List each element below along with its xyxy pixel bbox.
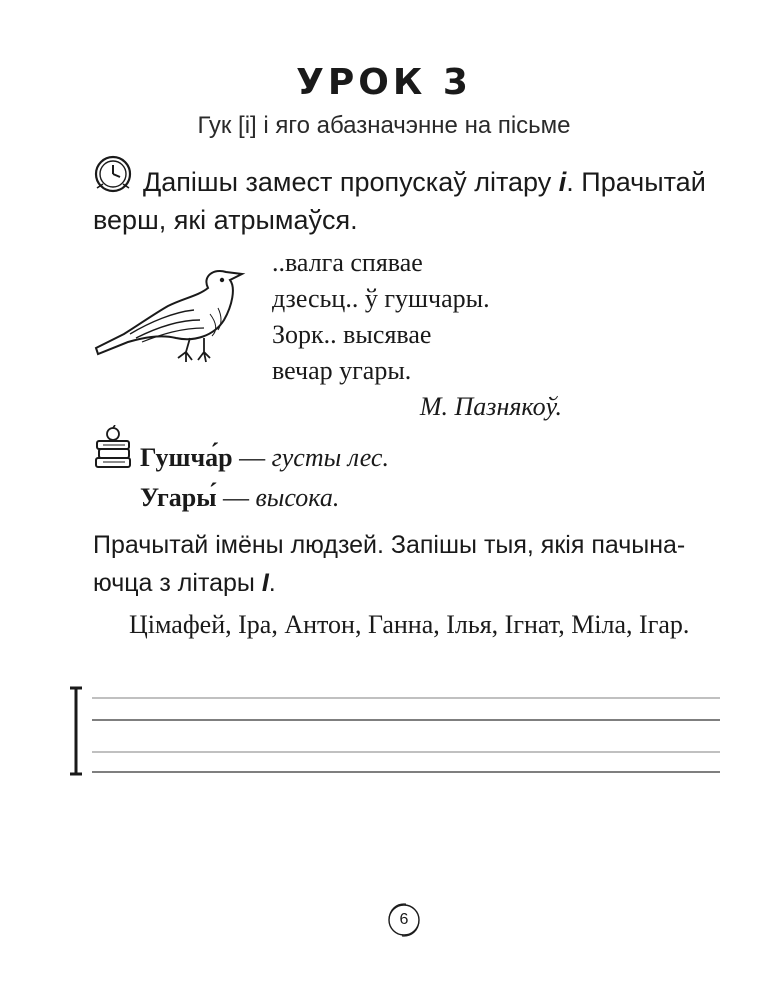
glossary-word: Угары́ [140, 483, 217, 512]
task-2-text: Прачытай імёны людзей. Запішы тыя, якія пачына-ючца з літары [93, 531, 686, 597]
poem-line: Зорк.. высявае [272, 320, 432, 349]
task-1-text-end: . Прачытай верш, які атрымаўся. [93, 167, 706, 235]
lesson-title: УРОК 3 [296, 62, 472, 103]
page-number-text: 6 [399, 911, 409, 928]
names-list [93, 606, 733, 644]
task-2-instruction [93, 526, 733, 602]
poem-line: дзесьц.. ў гушчары. [272, 284, 490, 313]
task-1-text: Дапішы замест пропускаў літару [143, 167, 559, 197]
task-1-instruction [93, 163, 733, 239]
page-number [384, 900, 424, 945]
glossary-word: Гушча́р [140, 443, 233, 472]
task-2-letter: І [261, 569, 269, 597]
glossary-dash: — [232, 443, 272, 472]
task-2-text-end: . [268, 569, 276, 597]
glossary-definition: густы лес. [271, 443, 389, 472]
poem-line: вечар угары. [272, 356, 412, 385]
handwriting-lines[interactable] [68, 686, 728, 778]
glossary-entry [140, 443, 389, 473]
poem-author: М. Пазнякоў. [419, 392, 562, 421]
poem-line: ..валга спявае [272, 248, 423, 277]
names-text: Цімафей, Іра, Антон, Ганна, Ілья, Ігнат, Міла, Ігар. [129, 610, 690, 639]
poem [272, 245, 592, 425]
task-1-letter: і [558, 167, 567, 197]
glossary-definition: высока. [255, 483, 340, 512]
oriole-bird-illustration [90, 258, 250, 368]
books-apple-icon [95, 425, 131, 471]
lesson-subtitle: Гук [і] і яго абазначэнне на пісьме [197, 112, 571, 139]
glossary-dash: — [216, 483, 256, 512]
glossary-entry [140, 483, 339, 513]
